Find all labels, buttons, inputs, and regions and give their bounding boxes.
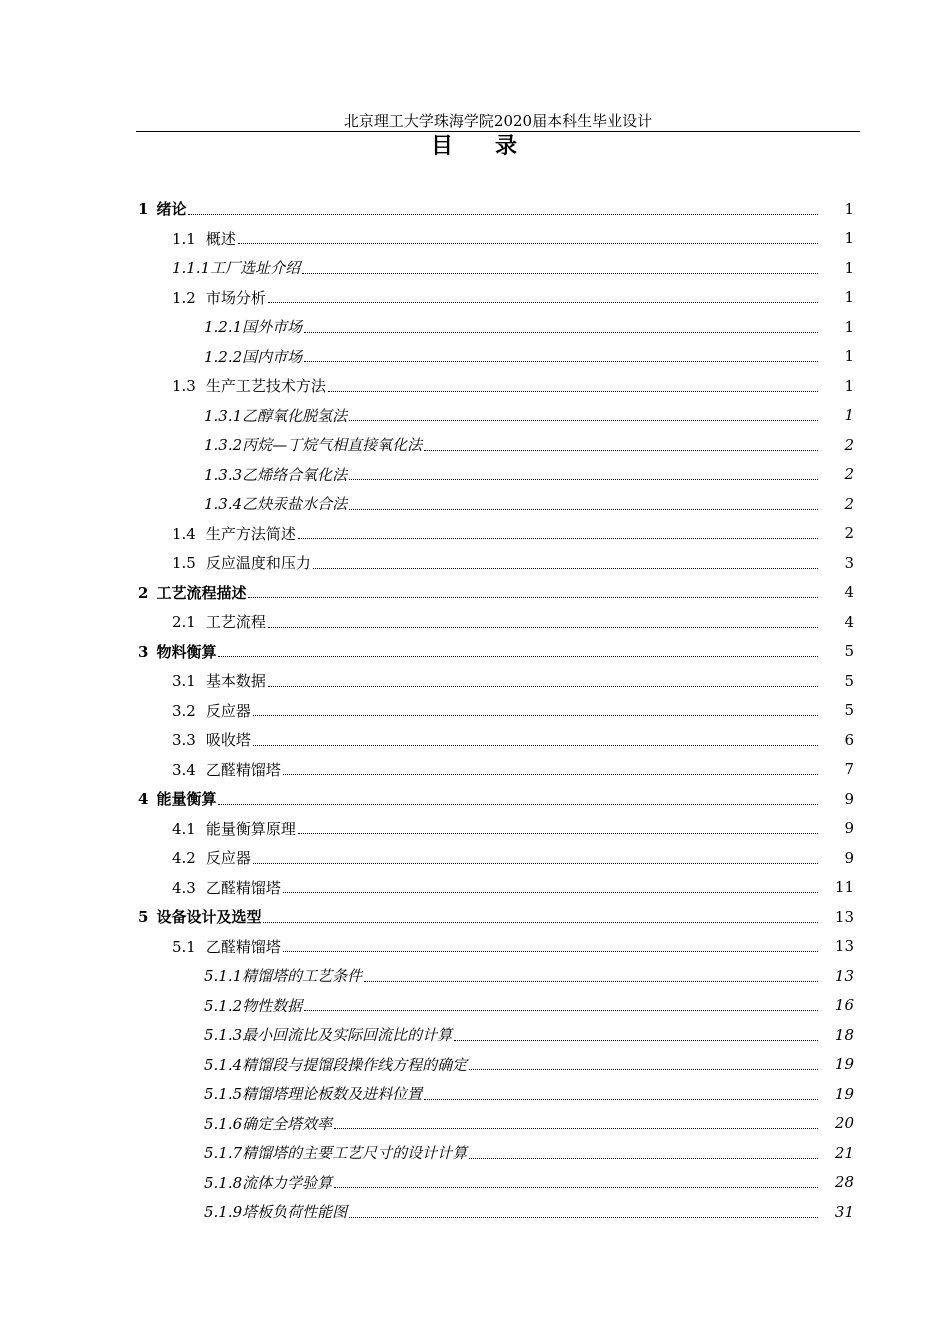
- toc-dot-leader: [268, 301, 818, 303]
- toc-page-number: 5: [844, 701, 854, 720]
- toc-page-number: 11: [834, 878, 854, 897]
- toc-entry-label: [172, 287, 268, 308]
- toc-page-number: 5: [844, 671, 854, 690]
- toc-entry-text: 生产方法简述: [205, 524, 296, 543]
- toc-entry-label: [138, 582, 248, 603]
- toc-entry-label: [172, 670, 268, 691]
- toc-entry-text: 乙醛精馏塔: [205, 878, 281, 897]
- toc-entry-text: 概述: [205, 229, 236, 248]
- page-title: [0, 132, 950, 160]
- toc-entry-text: 5.1.6确定全塔效率: [204, 1114, 333, 1133]
- toc-entry[interactable]: [136, 1079, 860, 1109]
- toc-entry[interactable]: [136, 932, 860, 962]
- toc-entry[interactable]: [136, 755, 860, 785]
- toc-entry-label: [172, 729, 253, 750]
- toc-page-number: 2: [844, 435, 854, 454]
- toc-page-number: 9: [844, 789, 854, 808]
- toc-entry[interactable]: [136, 489, 860, 519]
- toc-page-number: 20: [834, 1114, 854, 1133]
- toc-entry[interactable]: [136, 578, 860, 608]
- toc-entry-number: 4: [138, 790, 149, 809]
- toc-entry-label: [138, 788, 218, 809]
- toc-dot-leader: [328, 390, 818, 392]
- toc-entry-label: [204, 1172, 334, 1193]
- toc-entry-label: [172, 759, 283, 780]
- toc-dot-leader: [349, 1216, 818, 1218]
- toc-entry-text: 物料衡算: [156, 642, 217, 661]
- toc-page-number: 3: [844, 553, 854, 572]
- toc-page-number: 5: [844, 642, 854, 661]
- toc-page-number: 28: [834, 1173, 854, 1192]
- toc-entry-label: [138, 198, 188, 219]
- toc-entry[interactable]: [136, 1197, 860, 1227]
- toc-dot-leader: [349, 419, 818, 421]
- toc-entry-label: [172, 700, 253, 721]
- toc-dot-leader: [469, 1068, 818, 1070]
- toc-entry-text: 反应器: [205, 849, 251, 868]
- toc-page-number: 16: [834, 996, 854, 1015]
- toc-page-number: 1: [844, 347, 854, 366]
- toc-entry[interactable]: [136, 666, 860, 696]
- toc-entry-label: [172, 552, 313, 573]
- toc-entry-text: 能量衡算: [156, 790, 217, 809]
- toc-dot-leader: [364, 980, 818, 982]
- toc-page-number: 2: [844, 524, 854, 543]
- toc-entry-label: [204, 346, 304, 367]
- toc-page-number: 1: [844, 199, 854, 218]
- toc-page-number: 9: [844, 848, 854, 867]
- toc-entry-label: [204, 405, 349, 426]
- toc-page-number: 9: [844, 819, 854, 838]
- toc-dot-leader: [304, 1009, 818, 1011]
- toc-entry-label: [204, 1024, 454, 1045]
- toc-dot-leader: [334, 1127, 818, 1129]
- toc-entry-number: 5.1: [172, 937, 196, 956]
- toc-entry-text: 乙醛精馏塔: [205, 760, 281, 779]
- toc-entry-label: [204, 1113, 334, 1134]
- toc-entry-number: 3.2: [172, 701, 196, 720]
- toc-entry[interactable]: [136, 1109, 860, 1139]
- toc-entry-number: 4.3: [172, 878, 196, 897]
- toc-entry[interactable]: [136, 902, 860, 932]
- toc-entry[interactable]: [136, 401, 860, 431]
- toc-entry-text: 反应温度和压力: [205, 554, 311, 573]
- toc-entry-number: 1.5: [172, 554, 196, 573]
- toc-entry[interactable]: [136, 342, 860, 372]
- toc-entry-label: [204, 1054, 469, 1075]
- toc-entry-text: 能量衡算原理: [205, 819, 296, 838]
- toc-dot-leader: [304, 331, 818, 333]
- toc-entry[interactable]: [136, 961, 860, 991]
- toc-entry-label: [204, 1083, 424, 1104]
- toc-entry-label: [172, 818, 298, 839]
- toc-entry[interactable]: [136, 607, 860, 637]
- toc-page-number: 1: [844, 258, 854, 277]
- page-header: 北京理工大学珠海学院2020届本科生毕业设计: [343, 112, 653, 130]
- toc-dot-leader: [424, 1098, 818, 1100]
- toc-entry[interactable]: [136, 253, 860, 283]
- toc-entry-number: 3: [138, 642, 149, 661]
- toc-dot-leader: [238, 242, 818, 244]
- toc-dot-leader: [298, 537, 818, 539]
- toc-page-number: 4: [844, 583, 854, 602]
- toc-entry-text: 生产工艺技术方法: [205, 377, 326, 396]
- toc-entry-number: 3.3: [172, 731, 196, 750]
- toc-dot-leader: [298, 832, 818, 834]
- toc-entry-text: 5.1.5精馏塔理论板数及进料位置: [204, 1085, 423, 1104]
- toc-page-number: 18: [834, 1025, 854, 1044]
- toc-dot-leader: [248, 596, 818, 598]
- toc-entry-text: 反应器: [205, 701, 251, 720]
- toc-dot-leader: [424, 449, 818, 451]
- toc-entry-label: [204, 434, 424, 455]
- toc-page-number: 13: [834, 907, 854, 926]
- toc-entry-label: [172, 523, 298, 544]
- toc-dot-leader: [283, 773, 818, 775]
- toc-entry-label: [172, 847, 253, 868]
- toc-entry-text: 市场分析: [205, 288, 266, 307]
- toc-entry-label: [172, 611, 268, 632]
- toc-entry-number: 4.1: [172, 819, 196, 838]
- toc-dot-leader: [313, 567, 818, 569]
- toc-entry[interactable]: [136, 519, 860, 549]
- toc-entry[interactable]: [136, 194, 860, 224]
- toc-entry[interactable]: [136, 991, 860, 1021]
- toc-page-number: 2: [844, 494, 854, 513]
- toc-entry-text: 5.1.2物性数据: [204, 996, 303, 1015]
- toc-page-number: 4: [844, 612, 854, 631]
- toc-entry[interactable]: [136, 696, 860, 726]
- toc-entry[interactable]: [136, 1050, 860, 1080]
- toc-page-number: 2: [844, 465, 854, 484]
- toc-dot-leader: [304, 360, 818, 362]
- toc-entry-number: 1: [138, 200, 149, 219]
- toc-entry-text: 设备设计及选型: [156, 908, 262, 927]
- toc-dot-leader: [469, 1157, 818, 1159]
- toc-entry[interactable]: [136, 460, 860, 490]
- toc-entry[interactable]: [136, 430, 860, 460]
- toc-page-number: 31: [834, 1202, 854, 1221]
- toc-dot-leader: [218, 655, 818, 657]
- title-left: 目: [430, 133, 455, 159]
- toc-entry-text: 1.3.4乙炔汞盐水合法: [204, 495, 348, 514]
- toc-entry-text: 基本数据: [205, 672, 266, 691]
- toc-entry-label: [138, 906, 263, 927]
- toc-entry[interactable]: [136, 843, 860, 873]
- toc-entry[interactable]: [136, 1138, 860, 1168]
- toc-entry-text: 5.1.9塔板负荷性能图: [204, 1203, 348, 1222]
- toc-entry-number: 1.2: [172, 288, 196, 307]
- toc-entry-text: 5.1.4精馏段与提馏段操作线方程的确定: [204, 1055, 468, 1074]
- toc-entry-number: 2: [138, 583, 149, 602]
- toc-entry[interactable]: [136, 725, 860, 755]
- toc-dot-leader: [268, 685, 818, 687]
- toc-dot-leader: [218, 803, 818, 805]
- toc-entry-text: 工艺流程描述: [156, 583, 247, 602]
- toc-entry-number: 5: [138, 908, 149, 927]
- toc-entry-text: 1.1.1工厂选址介绍: [172, 259, 301, 278]
- table-of-contents: [136, 194, 860, 1227]
- toc-page-number: 1: [844, 229, 854, 248]
- toc-entry-label: [172, 228, 238, 249]
- toc-dot-leader: [283, 891, 818, 893]
- toc-entry-text: 1.3.2丙烷—丁烷气相直接氧化法: [204, 436, 423, 455]
- toc-entry-label: [204, 1142, 469, 1163]
- toc-dot-leader: [253, 714, 818, 716]
- toc-dot-leader: [349, 508, 818, 510]
- toc-page-number: 1: [844, 406, 854, 425]
- toc-entry[interactable]: [136, 784, 860, 814]
- toc-entry-text: 1.2.1国外市场: [204, 318, 303, 337]
- toc-entry-label: [204, 995, 304, 1016]
- toc-entry[interactable]: [136, 1168, 860, 1198]
- toc-dot-leader: [188, 213, 818, 215]
- toc-entry[interactable]: [136, 224, 860, 254]
- toc-page-number: 13: [834, 966, 854, 985]
- toc-entry[interactable]: [136, 283, 860, 313]
- toc-entry-label: [172, 877, 283, 898]
- toc-entry[interactable]: [136, 371, 860, 401]
- toc-entry-label: [172, 257, 302, 278]
- toc-page-number: 13: [834, 937, 854, 956]
- toc-entry-number: 3.4: [172, 760, 196, 779]
- toc-dot-leader: [263, 921, 818, 923]
- toc-entry-text: 绪论: [156, 200, 187, 219]
- toc-dot-leader: [253, 862, 818, 864]
- toc-entry-text: 乙醛精馏塔: [205, 937, 281, 956]
- toc-entry-number: 1.1: [172, 229, 196, 248]
- toc-entry-label: [204, 1201, 349, 1222]
- toc-page-number: 19: [834, 1084, 854, 1103]
- toc-entry-label: [138, 641, 218, 662]
- toc-entry-label: [204, 316, 304, 337]
- toc-entry[interactable]: [136, 814, 860, 844]
- toc-entry[interactable]: [136, 312, 860, 342]
- toc-page-number: 7: [844, 760, 854, 779]
- toc-entry-text: 5.1.7精馏塔的主要工艺尺寸的设计计算: [204, 1144, 468, 1163]
- toc-entry[interactable]: [136, 873, 860, 903]
- toc-page-number: 21: [834, 1143, 854, 1162]
- toc-entry-text: 1.3.1乙醇氧化脱氢法: [204, 406, 348, 425]
- toc-entry-text: 5.1.3最小回流比及实际回流比的计算: [204, 1026, 453, 1045]
- toc-entry[interactable]: [136, 637, 860, 667]
- title-right: 录: [495, 133, 520, 159]
- toc-dot-leader: [334, 1186, 818, 1188]
- toc-entry-label: [204, 464, 349, 485]
- toc-entry-number: 1.4: [172, 524, 196, 543]
- toc-entry-label: [204, 965, 364, 986]
- toc-entry-number: 4.2: [172, 849, 196, 868]
- toc-dot-leader: [283, 950, 818, 952]
- toc-page-number: 1: [844, 288, 854, 307]
- toc-dot-leader: [349, 478, 818, 480]
- toc-entry-text: 5.1.1精馏塔的工艺条件: [204, 967, 363, 986]
- toc-entry-text: 工艺流程: [205, 613, 266, 632]
- toc-dot-leader: [268, 626, 818, 628]
- toc-entry[interactable]: [136, 1020, 860, 1050]
- toc-entry-label: [204, 493, 349, 514]
- toc-dot-leader: [454, 1039, 818, 1041]
- toc-dot-leader: [253, 744, 818, 746]
- toc-entry-text: 1.3.3乙烯络合氧化法: [204, 465, 348, 484]
- toc-entry-number: 2.1: [172, 613, 196, 632]
- toc-entry-number: 1.3: [172, 377, 196, 396]
- toc-entry[interactable]: [136, 548, 860, 578]
- toc-page-number: 6: [844, 730, 854, 749]
- toc-page-number: 1: [844, 376, 854, 395]
- toc-page-number: 19: [834, 1055, 854, 1074]
- toc-entry-text: 5.1.8流体力学验算: [204, 1173, 333, 1192]
- toc-entry-text: 吸收塔: [205, 731, 251, 750]
- toc-page-number: 1: [844, 317, 854, 336]
- toc-dot-leader: [302, 272, 818, 274]
- toc-entry-label: [172, 375, 328, 396]
- toc-entry-number: 3.1: [172, 672, 196, 691]
- toc-entry-label: [172, 936, 283, 957]
- toc-entry-text: 1.2.2国内市场: [204, 347, 303, 366]
